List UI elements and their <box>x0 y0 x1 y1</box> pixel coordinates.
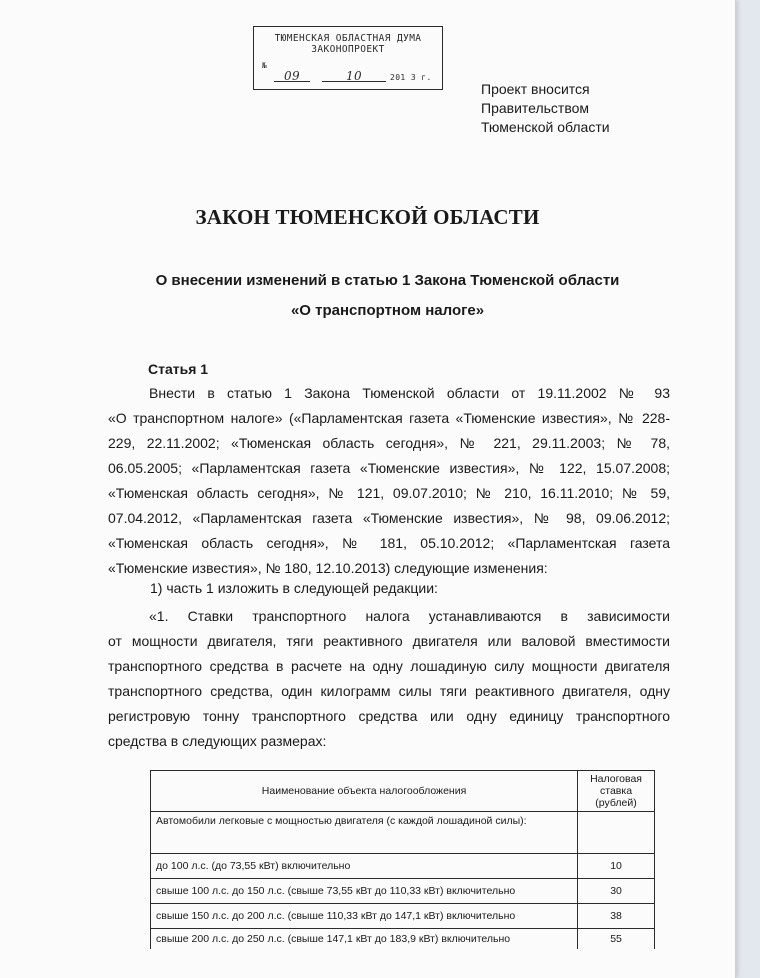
submitter-line: Проект вносится <box>481 81 590 97</box>
tax-rate-table <box>150 770 655 949</box>
paragraph-line: «О транспортном налоге» («Парламентская газета «Тюменские известия», № 228- <box>108 410 670 426</box>
paragraph-line: 06.05.2005; «Парламентская газета «Тюменские известия», № 122, 15.07.2008; <box>108 460 670 476</box>
table-row <box>151 879 655 904</box>
submitter-line: Правительством <box>481 100 590 116</box>
group-rate-cell <box>578 812 655 854</box>
stamp-number-label: № <box>262 61 268 70</box>
paragraph-line: от мощности двигателя, тяги реактивного двигателя или валовой вместимости <box>108 633 670 649</box>
article-paragraph-2 <box>108 604 670 754</box>
paragraph-line: 229, 22.11.2002; «Тюменская область сегодня», № 221, 29.11.2003; № 78, <box>108 435 670 451</box>
stamp-month: 10 <box>322 71 386 82</box>
paragraph-line: регистровую тонну транспортного средства или одну единицу транспортного <box>108 708 670 724</box>
paragraph-line: транспортного средства в расчете на одну лошадиную силу мощности двигателя <box>108 658 670 674</box>
law-subtitle-line2: «О транспортном налоге» <box>290 302 485 319</box>
row-object: свыше 100 л.с. до 150 л.с. (свыше 73,55 кВт до 110,33 кВт) включительно <box>151 879 578 904</box>
group-label: Автомобили легковые с мощностью двигателя (с каждой лошадиной силы): <box>151 812 578 854</box>
row-rate: 38 <box>578 904 655 929</box>
row-object: до 100 л.с. (до 73,55 кВт) включительно <box>151 854 578 879</box>
row-rate: 55 <box>578 929 655 950</box>
table-header-row <box>151 771 655 812</box>
paragraph-line: «Тюменские известия», № 180, 12.10.2013) следующие изменения: <box>108 560 548 576</box>
header-rate: Налоговая ставка (рублей) <box>578 771 655 812</box>
stamp-date-row <box>260 61 436 83</box>
amendment-item-1: 1) часть 1 изложить в следующей редакции: <box>150 580 438 596</box>
paragraph-line: «1. Ставки транспортного налога устанавливаются в зависимости <box>149 608 670 624</box>
stamp-bill-label: ЗАКОНОПРОЕКТ <box>311 44 385 55</box>
paragraph-line: транспортного средства, один килограмм силы тяги реактивного двигателя, одну <box>108 683 670 699</box>
table-group-row <box>151 812 655 854</box>
article-heading: Статья 1 <box>148 361 209 377</box>
law-subtitle-line1: О внесении изменений в статью 1 Закона Тюменской области <box>155 272 620 289</box>
submitter-line: Тюменской области <box>481 119 610 135</box>
stamp-year: 201 3 г. <box>390 73 432 82</box>
header-object: Наименование объекта налогообложения <box>151 771 578 812</box>
row-object: свыше 150 л.с. до 200 л.с. (свыше 110,33 кВт до 147,1 кВт) включительно <box>151 904 578 929</box>
row-object: свыше 200 л.с. до 250 л.с. (свыше 147,1 кВт до 183,9 кВт) включительно <box>151 929 578 950</box>
paragraph-line: «Тюменская область сегодня», № 121, 09.07.2010; № 210, 16.11.2010; № 59, <box>108 485 670 501</box>
paragraph-line: средства в следующих размерах: <box>108 733 327 749</box>
paragraph-line: 07.04.2012, «Парламентская газета «Тюменские известия», № 98, 09.06.2012; <box>108 510 670 526</box>
paragraph-line: Внести в статью 1 Закона Тюменской области от 19.11.2002 № 93 <box>149 385 670 401</box>
registration-stamp <box>253 26 443 90</box>
row-rate: 10 <box>578 854 655 879</box>
submitter-note <box>481 80 610 137</box>
paragraph-line: «Тюменская область сегодня», № 181, 05.10.2012; «Парламентская газета <box>108 535 670 551</box>
article-paragraph-1 <box>108 381 670 581</box>
law-title: ЗАКОН ТЮМЕНСКОЙ ОБЛАСТИ <box>195 205 540 229</box>
table-row <box>151 854 655 879</box>
table-row <box>151 929 655 950</box>
row-rate: 30 <box>578 879 655 904</box>
table-row <box>151 904 655 929</box>
stamp-duma-name: ТЮМЕНСКАЯ ОБЛАСТНАЯ ДУМА <box>274 33 422 44</box>
stamp-day: 09 <box>274 71 310 82</box>
